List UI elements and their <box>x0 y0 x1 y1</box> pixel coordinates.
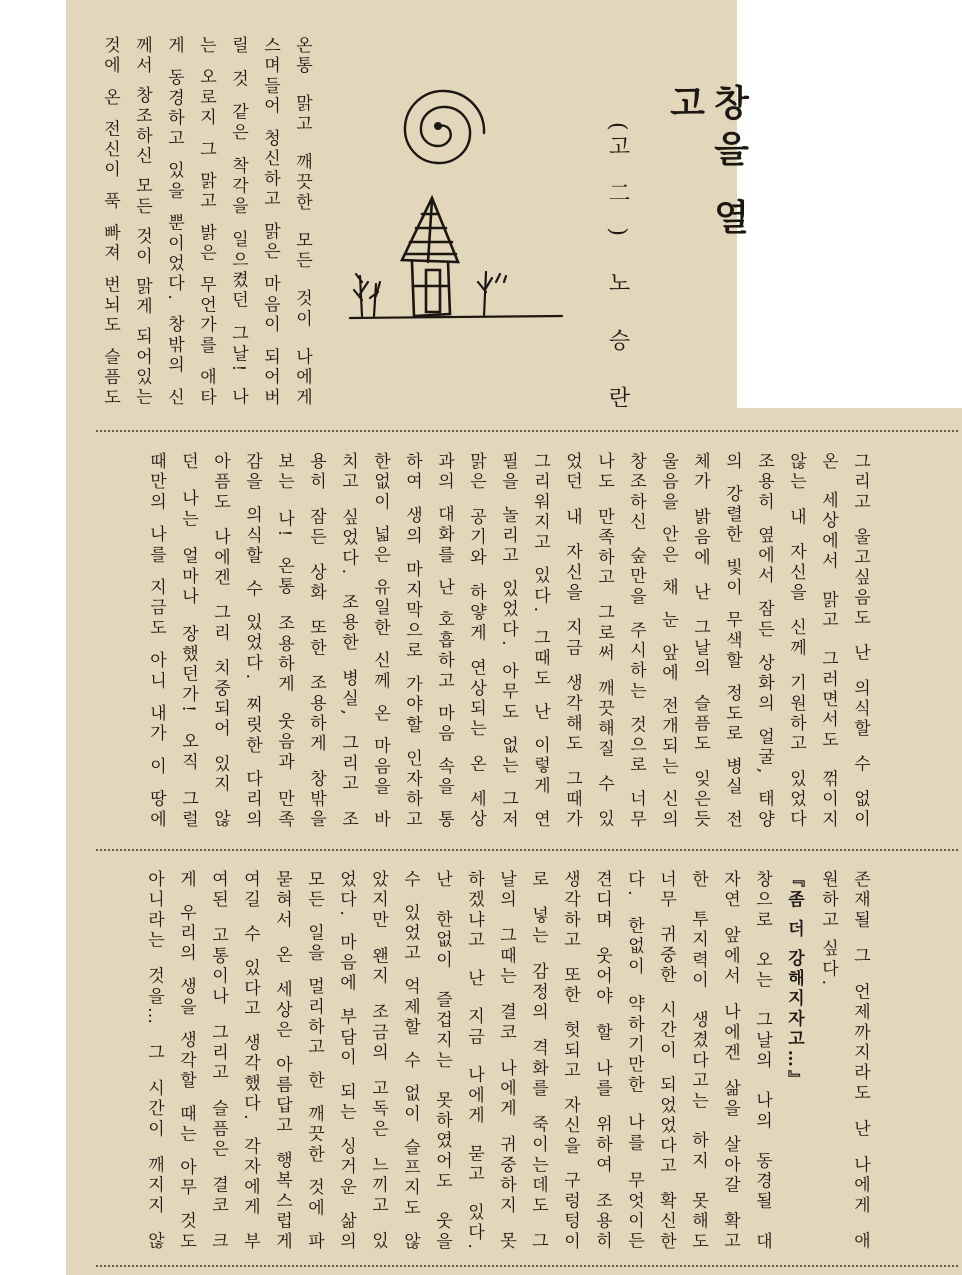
body-column: 원하고 싶다. <box>818 870 838 989</box>
body-column: 조용히 옆에서 잠든 상화의 얼굴, 태양 <box>754 452 774 830</box>
body-column: 아픔도 나에겐 그리 치중되어 있지 않 <box>210 452 230 830</box>
body-column: 하여 생의 마지막으로 가야할 인자하고 <box>402 452 422 830</box>
article-author: (고二) 노 승 란 <box>605 122 630 412</box>
body-column: 견디며 웃어야 할 나를 위하여 조용히 <box>592 870 612 1252</box>
body-column: 온통 맑고 깨끗한 모든 것이 나에게 <box>292 36 312 408</box>
body-column: 수 있었고 억제할 수 없이 슬프지도 않 <box>400 870 420 1252</box>
body-column: 생각하고 또한 헛되고 자신을 구렁텅이 <box>560 870 580 1252</box>
body-column: 로 넣는 감정의 격화를 죽이는데도 그 <box>528 870 548 1252</box>
body-column: 묻혀서 온 세상은 아름답고 행복스럽게 <box>272 870 292 1252</box>
page-bottom-rule <box>96 1265 958 1267</box>
body-column: 감을 의식할 수 있었다. 찌릿한 다리의 <box>242 452 262 830</box>
body-column: 그리워지고 있다. 그때도 난 이렇게 연 <box>530 452 550 830</box>
subheading-quote: 『좀 더 강해지자고…』 <box>784 870 804 1091</box>
house-icon <box>402 198 458 316</box>
body-column: 창조하신 숲만을 주시하는 것으로 너무 <box>626 452 646 830</box>
body-column: 때만의 나를 지금도 아니 내가 이 땅에 <box>146 452 166 830</box>
house-sun-illustration <box>330 86 570 336</box>
body-column: 온 세상에서 맑고 그러면서도 꺾이지 <box>818 452 838 830</box>
body-column: 다. 한없이 약하기만한 나를 무엇이든 <box>624 870 644 1252</box>
body-column: 하겠냐고 난 지금 나에게 묻고 있다. <box>464 870 484 1252</box>
body-column: 는 오로지 그 맑고 밝은 무언가를 애타 <box>196 36 216 408</box>
body-column: 나도 만족하고 그로써 깨끗해질 수 있 <box>594 452 614 830</box>
body-column: 맑은 공기와 하얗게 연상되는 온 세상 <box>466 452 486 830</box>
body-column: 필을 놀리고 있었다. 아무도 없는 그저 <box>498 452 518 830</box>
body-column: 용히 잠든 상화 또한 조용하게 창밖을 <box>306 452 326 830</box>
body-column: 스며들어 청신하고 맑은 마음이 되어버 <box>260 36 280 408</box>
body-column: 않는 내 자신을 신께 기원하고 있었다 <box>786 452 806 830</box>
body-column: 보는 나! 온통 조용하게 웃음과 만족 <box>274 452 294 830</box>
page-cutout <box>737 0 962 408</box>
body-column: 여길 수 있다고 생각했다. 각자에게 부 <box>240 870 260 1252</box>
body-column: 창으로 오는 그날의 나의 동경될 대 <box>752 870 772 1252</box>
body-column: 께서 창조하신 모든 것이 맑게 되어있는 <box>132 36 152 408</box>
body-column: 체가 밝음에 난 그날의 슬픔도 잊은듯 <box>690 452 710 830</box>
body-column: 아니라는 것을… 그 시간이 깨지지 않 <box>144 870 164 1252</box>
spiral-sun-icon <box>405 91 484 163</box>
body-column: 게 우리의 생을 생각할 때는 아무 것도 <box>176 870 196 1252</box>
body-column: 한 투지력이 생겼다고는 하지 못해도 <box>688 870 708 1252</box>
plant-icon <box>350 272 562 318</box>
body-column: 게 동경하고 있을 뿐이었다. 창밖의 신 <box>164 36 184 408</box>
section-divider-top <box>96 430 958 432</box>
body-column: 자연 앞에서 나에겐 삶을 살아갈 확고 <box>720 870 740 1252</box>
section-divider-bottom <box>96 849 958 851</box>
body-column: 난 한없이 즐겁지는 못하였어도 웃을 <box>432 870 452 1252</box>
body-column: 의 강렬한 빛이 무색할 정도로 병실 전 <box>722 452 742 830</box>
body-column: 한없이 넓은 유일한 신께 온 마음을 바 <box>370 452 390 830</box>
body-column: 치고 싶었다. 조용한 병실, 그리고 조 <box>338 452 358 830</box>
body-column: 울음을 안은 채 눈 앞에 전개되는 신의 <box>658 452 678 830</box>
body-column: 릴 것 같은 착각을 일으켰던 그날! 나 <box>228 36 248 408</box>
body-column: 았지만 왠지 조금의 고독은 느끼고 있 <box>368 870 388 1252</box>
body-column: 존재될 그 언제까지라도 난 나에게 애 <box>850 870 870 1252</box>
body-column: 었던 내 자신을 지금 생각해도 그때가 <box>562 452 582 830</box>
body-column: 던 나는 얼마나 장했던가! 오직 그럴 <box>178 452 198 830</box>
body-column: 날의 그때는 결코 나에게 귀중하지 못 <box>496 870 516 1252</box>
body-column: 여된 고통이나 그리고 슬픔은 결코 크 <box>208 870 228 1252</box>
body-column: 었다. 마음에 부담이 되는 싱거운 삶의 <box>336 870 356 1252</box>
article-title: 창을 열고 <box>664 84 749 245</box>
body-column: 그리고 울고싶음도 난 의식할 수 없이 <box>850 452 870 830</box>
body-column: 너무 귀중한 시간이 되었었다고 확신한 <box>656 870 676 1252</box>
body-column: 과의 대화를 난 호흡하고 마음 속을 통 <box>434 452 454 830</box>
body-column: 것에 온 전신이 푹 빠져 번뇌도 슬픔도 <box>100 36 120 408</box>
body-column: 모든 일을 멀리하고 한 깨끗한 것에 파 <box>304 870 324 1252</box>
